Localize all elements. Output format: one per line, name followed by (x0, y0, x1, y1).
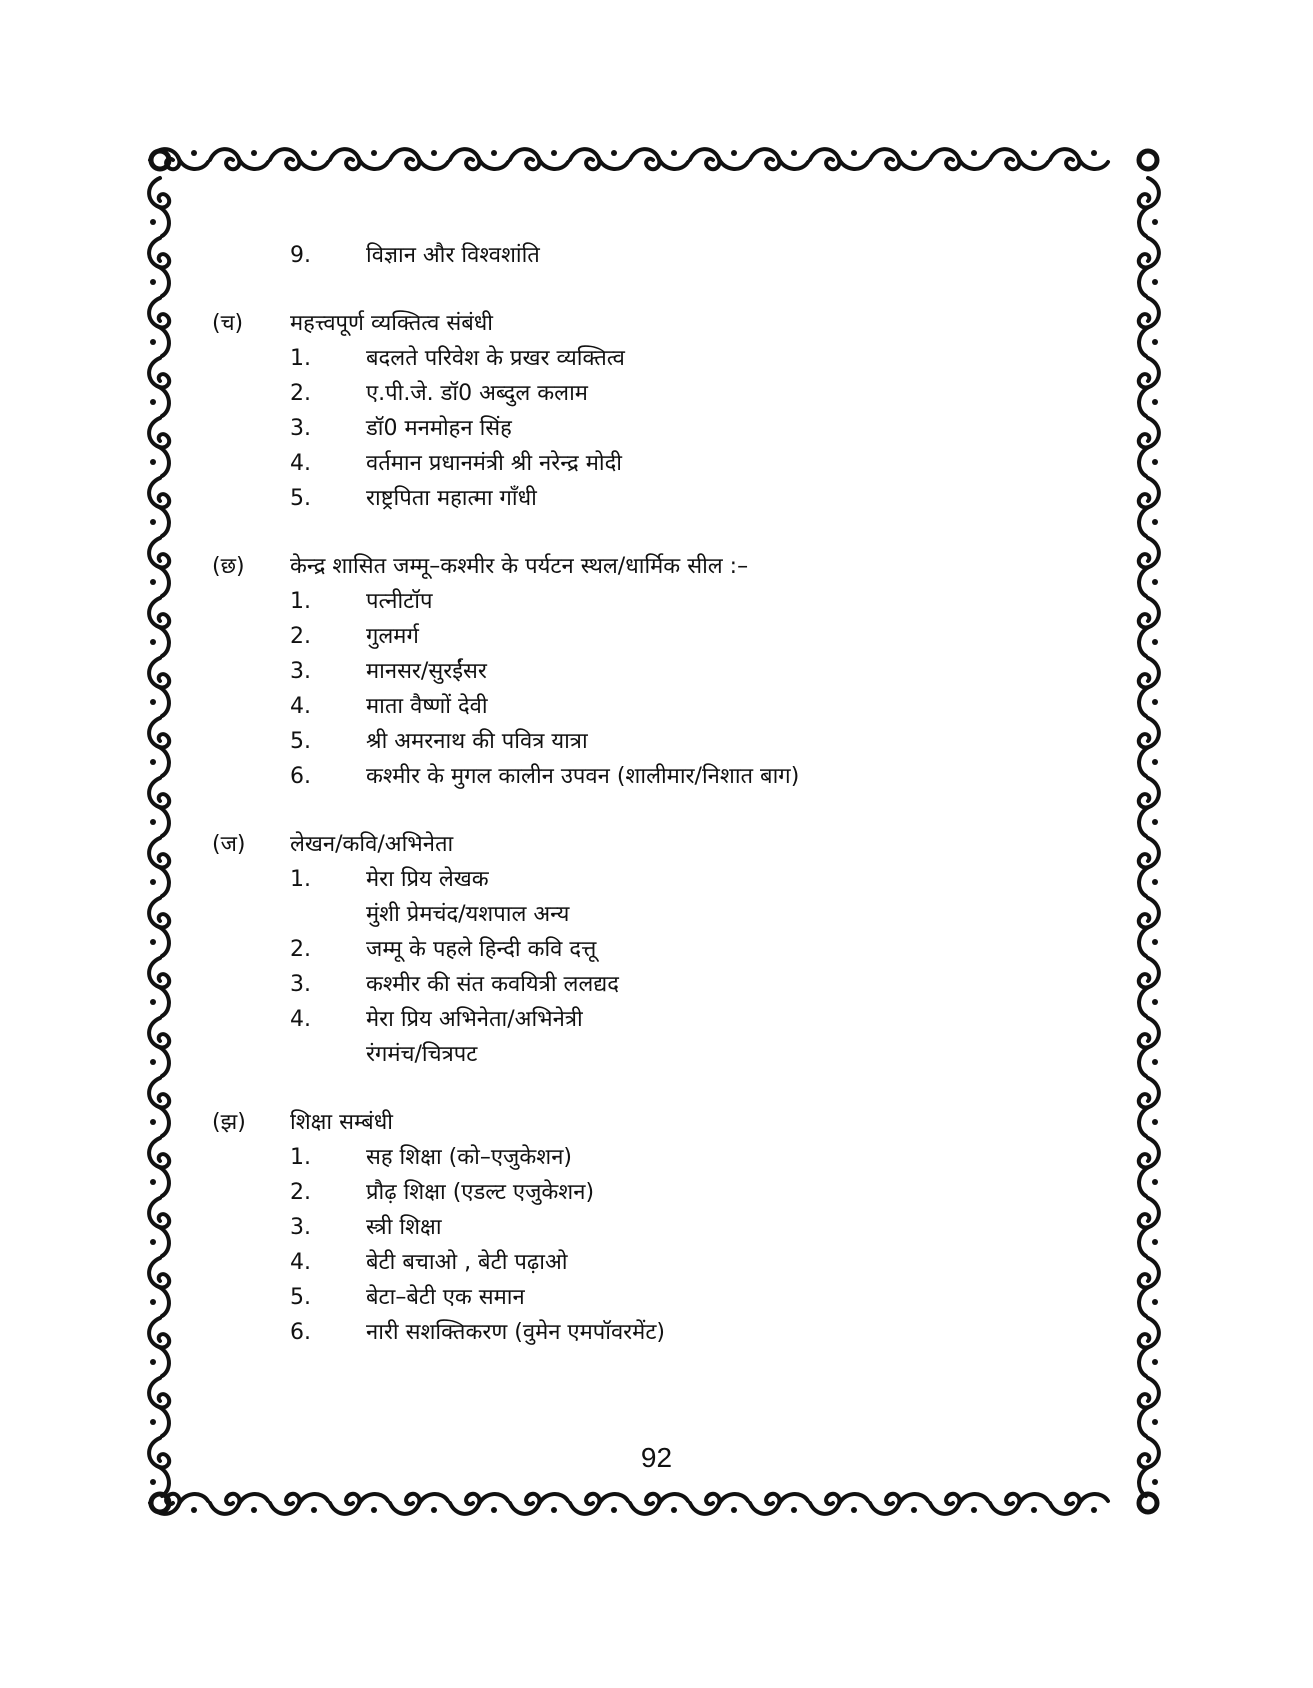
section-marker: (च) (212, 311, 244, 336)
item-number: 3. (290, 972, 311, 997)
item-text: बेटा–बेटी एक समान (366, 1285, 525, 1310)
item-number: 3. (290, 1215, 311, 1240)
border-ornament-motif (270, 1494, 328, 1514)
border-ornament-motif (810, 149, 868, 169)
list-item (212, 1280, 1112, 1315)
item-text: कश्मीर की संत कवयित्री ललद्यद (366, 972, 619, 997)
border-ornament-motif (870, 149, 928, 169)
border-ornament-motif (1139, 478, 1159, 536)
border-ornament-motif (390, 149, 448, 169)
section-gap (212, 794, 1112, 827)
border-ornament-motif (630, 1494, 688, 1514)
item-text: कश्मीर के मुगल कालीन उपवन (शालीमार/निशात बाग) (366, 764, 800, 789)
border-ornament-motif (990, 1494, 1048, 1514)
border-ornament-motif (1139, 538, 1159, 596)
item-number: 4. (290, 1250, 311, 1275)
list-item (212, 619, 1112, 654)
border-left-ornament (149, 178, 169, 1496)
border-ornament-motif (149, 1018, 169, 1076)
item-number: 5. (290, 1285, 311, 1310)
item-number: 1. (290, 867, 311, 892)
border-ornament-motif (149, 1378, 169, 1436)
border-ornament-motif (149, 1198, 169, 1256)
border-ornament-motif (1139, 598, 1159, 656)
list-item (212, 341, 1112, 376)
border-ornament-motif (1139, 1018, 1159, 1076)
border-corner-curl (1139, 151, 1157, 169)
item-number: 2. (290, 1180, 311, 1205)
border-ornament-motif (210, 149, 268, 169)
list-item (212, 932, 1112, 967)
border-ornament-motif (330, 149, 388, 169)
item-text: मेरा प्रिय लेखक (366, 867, 489, 892)
section-gap (212, 1072, 1112, 1105)
border-ornament-motif (390, 1494, 448, 1514)
section-heading (212, 1105, 1112, 1140)
item-number: 1. (290, 346, 311, 371)
section-marker: (ज) (212, 832, 246, 857)
item-text: स्त्री शिक्षा (366, 1215, 442, 1240)
border-ornament-motif (750, 1494, 808, 1514)
item-number: 2. (290, 937, 311, 962)
list-item (212, 724, 1112, 759)
item-number: 5. (290, 486, 311, 511)
border-ornament-motif (1050, 149, 1108, 169)
border-ornament-motif (1139, 718, 1159, 776)
item-text: डॉ0 मनमोहन सिंह (366, 416, 512, 441)
list-item (212, 1037, 1112, 1072)
list-item (212, 654, 1112, 689)
border-ornament-motif (150, 1494, 208, 1514)
list-item (212, 481, 1112, 516)
border-ornament-motif (1139, 178, 1159, 236)
section-heading (212, 827, 1112, 862)
item-text: गुलमर्ग (366, 624, 419, 649)
border-ornament-motif (149, 238, 169, 296)
border-ornament-motif (149, 718, 169, 776)
section-marker: (छ) (212, 554, 245, 579)
item-number: 1. (290, 589, 311, 614)
border-ornament-motif (450, 149, 508, 169)
sections (212, 273, 1112, 1350)
border-ornament-motif (870, 1494, 928, 1514)
border-ornament-motif (149, 1138, 169, 1196)
border-ornament-motif (149, 1258, 169, 1316)
border-ornament-motif (1139, 838, 1159, 896)
border-ornament-motif (450, 1494, 508, 1514)
item-number: 2. (290, 381, 311, 406)
border-ornament-motif (690, 1494, 748, 1514)
border-ornament-motif (510, 149, 568, 169)
list-item (212, 1315, 1112, 1350)
border-ornament-motif (330, 1494, 388, 1514)
border-ornament-motif (149, 898, 169, 956)
item-text: विज्ञान और विश्वशांति (366, 243, 540, 268)
list-item (212, 689, 1112, 724)
section-gap (212, 273, 1112, 306)
border-ornament-motif (570, 149, 628, 169)
border-right-ornament (1139, 178, 1159, 1496)
item-text: पत्नीटॉप (366, 589, 433, 614)
border-ornament-motif (1050, 1494, 1108, 1514)
item-text: मुंशी प्रेमचंद/यशपाल अन्य (366, 902, 570, 927)
item-number: 3. (290, 659, 311, 684)
list-item (212, 967, 1112, 1002)
item-number: 4. (290, 451, 311, 476)
list-item (212, 862, 1112, 897)
item-number: 6. (290, 764, 311, 789)
border-ornament-motif (1139, 898, 1159, 956)
item-text: नारी सशक्तिकरण (वुमेन एमपॉवरमेंट) (366, 1320, 666, 1345)
border-ornament-motif (1139, 1078, 1159, 1136)
border-ornament-motif (149, 658, 169, 716)
border-ornament-motif (690, 149, 748, 169)
content-list (212, 238, 1112, 1350)
border-bottom-ornament (150, 1494, 1108, 1514)
border-ornament-motif (1139, 1378, 1159, 1436)
item-number: 5. (290, 729, 311, 754)
border-ornament-motif (1139, 1198, 1159, 1256)
border-ornament-motif (149, 778, 169, 836)
item-number: 2. (290, 624, 311, 649)
border-ornament-motif (270, 149, 328, 169)
item-number: 4. (290, 694, 311, 719)
border-ornament-motif (990, 149, 1048, 169)
list-item-top (212, 238, 1112, 273)
item-text: सह शिक्षा (को–एजुकेशन) (366, 1145, 572, 1170)
list-item (212, 759, 1112, 794)
border-ornament-motif (510, 1494, 568, 1514)
page-number: 92 (640, 1442, 673, 1473)
border-ornament-motif (149, 418, 169, 476)
border-ornament-motif (149, 1318, 169, 1376)
border-ornament-motif (1139, 1258, 1159, 1316)
item-text: माता वैष्णों देवी (366, 694, 488, 719)
section-title: लेखन/कवि/अभिनेता (290, 832, 454, 857)
border-ornament-motif (149, 838, 169, 896)
item-text: वर्तमान प्रधानमंत्री श्री नरेन्द्र मोदी (366, 451, 622, 476)
list-item (212, 1140, 1112, 1175)
border-ornament-motif (1139, 418, 1159, 476)
section-heading (212, 306, 1112, 341)
list-item (212, 584, 1112, 619)
item-text: मानसर/सुरईंसर (366, 659, 487, 684)
border-ornament-motif (210, 1494, 268, 1514)
list-item (212, 1210, 1112, 1245)
border-ornament-motif (1139, 958, 1159, 1016)
border-ornament-motif (1139, 358, 1159, 416)
section-marker: (झ) (212, 1110, 246, 1135)
item-number: 3. (290, 416, 311, 441)
section-title: शिक्षा सम्बंधी (290, 1110, 393, 1135)
border-ornament-motif (930, 149, 988, 169)
item-number: 9. (290, 243, 311, 268)
border-ornament-motif (1139, 778, 1159, 836)
item-text: श्री अमरनाथ की पवित्र यात्रा (366, 729, 588, 754)
item-text: बेटी बचाओ , बेटी पढ़ाओ (366, 1250, 568, 1275)
item-text: जम्मू के पहले हिन्दी कवि दत्तू (366, 937, 597, 962)
list-item (212, 897, 1112, 932)
border-ornament-motif (149, 358, 169, 416)
section-title: केन्द्र शासित जम्मू–कश्मीर के पर्यटन स्थल/धार्मिक सील :– (290, 554, 749, 579)
border-ornament-motif (1139, 1318, 1159, 1376)
border-corner-curl (1139, 1494, 1157, 1512)
item-text: ए.पी.जे. डॉ0 अब्दुल कलाम (366, 381, 588, 406)
list-item (212, 1175, 1112, 1210)
border-ornament-motif (1139, 1138, 1159, 1196)
item-text: बदलते परिवेश के प्रखर व्यक्तित्व (366, 346, 625, 371)
border-ornament-motif (149, 298, 169, 356)
border-ornament-motif (149, 538, 169, 596)
item-number: 6. (290, 1320, 311, 1345)
list-item (212, 411, 1112, 446)
item-number: 1. (290, 1145, 311, 1170)
item-text: मेरा प्रिय अभिनेता/अभिनेत्री (366, 1007, 583, 1032)
item-text: रंगमंच/चित्रपट (366, 1042, 478, 1067)
border-ornament-motif (750, 149, 808, 169)
border-ornament-motif (149, 1078, 169, 1136)
border-ornament-motif (810, 1494, 868, 1514)
item-text: प्रौढ़ शिक्षा (एडल्ट एजुकेशन) (366, 1180, 595, 1205)
section-title: महत्त्वपूर्ण व्यक्तित्व संबंधी (290, 311, 493, 336)
border-ornament-motif (149, 478, 169, 536)
section-gap (212, 516, 1112, 549)
list-item (212, 376, 1112, 411)
list-item (212, 446, 1112, 481)
border-ornament-motif (1139, 238, 1159, 296)
list-item (212, 1002, 1112, 1037)
border-ornament-motif (570, 1494, 628, 1514)
section-heading (212, 549, 1112, 584)
border-ornament-motif (149, 178, 169, 236)
border-ornament-motif (930, 1494, 988, 1514)
border-ornament-motif (1139, 658, 1159, 716)
border-ornament-motif (1139, 298, 1159, 356)
border-ornament-motif (149, 598, 169, 656)
item-text: राष्ट्रपिता महात्मा गाँधी (366, 486, 537, 511)
border-ornament-motif (149, 958, 169, 1016)
list-item (212, 1245, 1112, 1280)
border-ornament-motif (630, 149, 688, 169)
item-number: 4. (290, 1007, 311, 1032)
